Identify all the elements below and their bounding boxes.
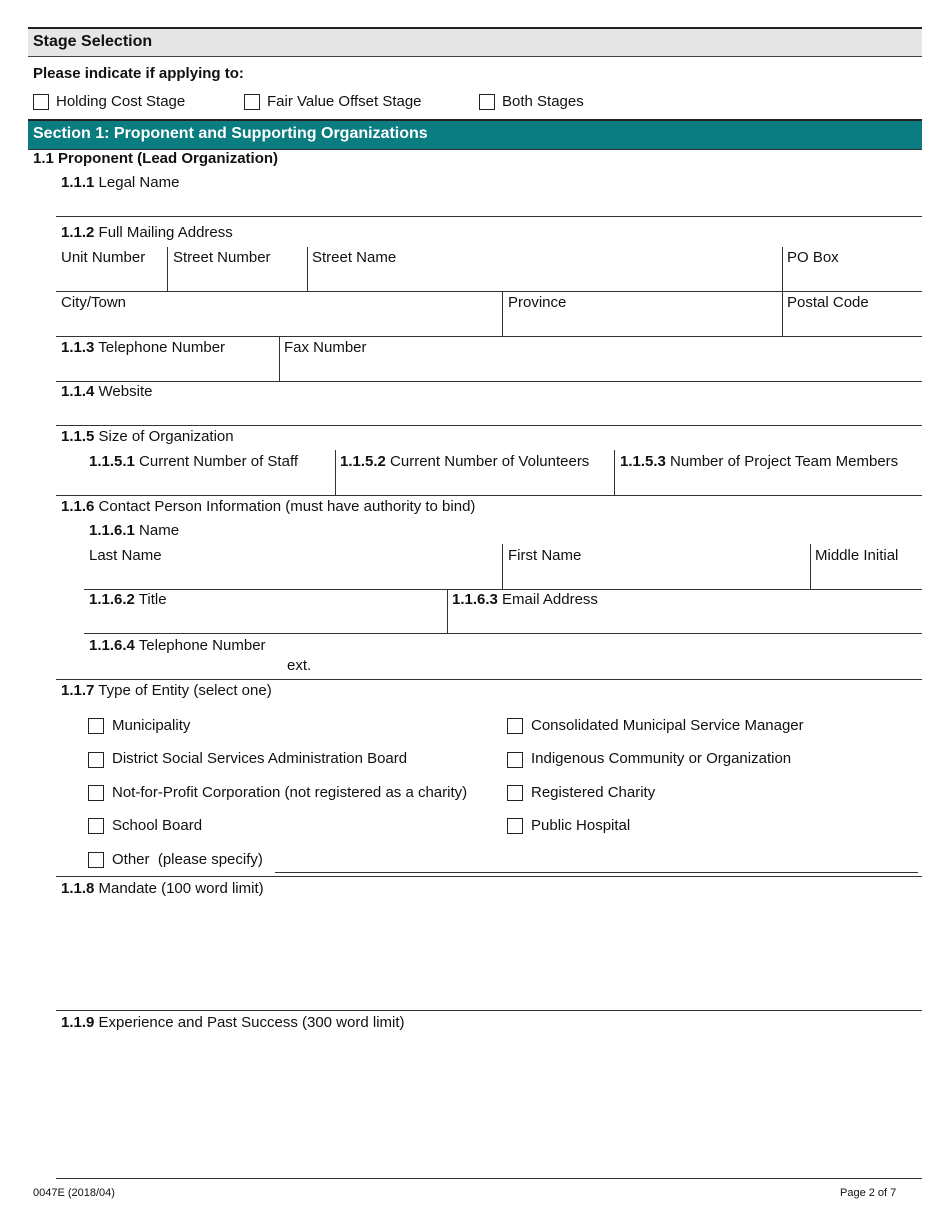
title-label: 1.1.6.2 Title	[89, 591, 167, 608]
email-label: 1.1.6.3 Email Address	[452, 591, 598, 608]
staff-input[interactable]	[89, 473, 335, 495]
divider	[56, 1178, 922, 1179]
divider	[810, 544, 811, 589]
middle-initial-input[interactable]	[814, 567, 922, 589]
municipality-checkbox[interactable]	[88, 718, 104, 734]
experience-label: 1.1.9 Experience and Past Success (300 word limit)	[61, 1014, 405, 1031]
divider	[782, 292, 783, 336]
po-box-label: PO Box	[787, 249, 839, 266]
legal-name-input[interactable]	[61, 194, 920, 216]
contact-telephone-label: 1.1.6.4 Telephone Number	[89, 637, 266, 654]
dssab-checkbox[interactable]	[88, 752, 104, 768]
mailing-address-label: 1.1.2 Full Mailing Address	[61, 224, 233, 241]
volunteers-label: 1.1.5.2 Current Number of Volunteers	[340, 453, 590, 470]
form-id: 0047E (2018/04)	[33, 1187, 115, 1199]
fax-label: Fax Number	[284, 339, 367, 356]
contact-telephone-input[interactable]	[89, 657, 285, 679]
last-name-input[interactable]	[89, 567, 502, 589]
team-members-label: 1.1.5.3 Number of Project Team Members	[620, 453, 899, 470]
title-input[interactable]	[89, 611, 447, 633]
mandate-label: 1.1.8 Mandate (100 word limit)	[61, 880, 264, 897]
divider	[84, 633, 922, 634]
org-size-label: 1.1.5 Size of Organization	[61, 428, 234, 445]
province-label: Province	[508, 294, 567, 311]
section1-title: Section 1: Proponent and Supporting Organizations	[33, 125, 428, 142]
other-specify-input[interactable]	[276, 852, 920, 872]
street-name-input[interactable]	[311, 269, 782, 291]
divider	[56, 216, 922, 217]
divider	[614, 450, 615, 495]
ext-input[interactable]	[316, 657, 520, 679]
school-board-checkbox[interactable]	[88, 818, 104, 834]
registered-charity-label: Registered Charity	[531, 784, 656, 801]
divider	[447, 590, 448, 633]
ext-label: ext.	[287, 657, 312, 674]
telephone-label: 1.1.3 Telephone Number	[61, 339, 226, 356]
entity-type-label: 1.1.7 Type of Entity (select one)	[61, 682, 272, 699]
registered-charity-checkbox[interactable]	[507, 785, 523, 801]
street-number-input[interactable]	[171, 269, 307, 291]
other-checkbox[interactable]	[88, 852, 104, 868]
province-input[interactable]	[507, 314, 782, 336]
stage-selection-title: Stage Selection	[33, 33, 153, 50]
divider	[84, 589, 922, 590]
divider	[279, 337, 280, 381]
section1-header	[28, 119, 922, 150]
holding-cost-label: Holding Cost Stage	[56, 93, 186, 110]
team-members-input[interactable]	[618, 473, 922, 495]
divider	[502, 292, 503, 336]
divider	[56, 1010, 922, 1011]
divider	[782, 247, 783, 291]
postal-code-label: Postal Code	[787, 294, 869, 311]
fax-input[interactable]	[283, 359, 922, 381]
cmsm-label: Consolidated Municipal Service Manager	[531, 717, 804, 734]
po-box-input[interactable]	[786, 269, 922, 291]
mandate-textarea[interactable]	[61, 902, 920, 1010]
email-input[interactable]	[451, 611, 922, 633]
divider	[56, 679, 922, 680]
telephone-input[interactable]	[61, 359, 279, 381]
legal-name-label: 1.1.1 Legal Name	[61, 174, 180, 191]
contact-name-label: 1.1.6.1 Name	[89, 522, 180, 539]
municipality-label: Municipality	[112, 717, 191, 734]
first-name-input[interactable]	[507, 567, 810, 589]
nonprofit-checkbox[interactable]	[88, 785, 104, 801]
city-input[interactable]	[61, 314, 502, 336]
experience-textarea[interactable]	[61, 1036, 920, 1176]
divider	[502, 544, 503, 589]
other-underline	[275, 872, 918, 873]
divider	[56, 381, 922, 382]
stage-selection-header	[28, 27, 922, 57]
indigenous-checkbox[interactable]	[507, 752, 523, 768]
both-stages-label: Both Stages	[502, 93, 584, 110]
fair-value-label: Fair Value Offset Stage	[267, 93, 422, 110]
stage-prompt: Please indicate if applying to:	[33, 65, 244, 82]
page-number: Page 2 of 7	[840, 1187, 897, 1199]
contact-person-label: 1.1.6 Contact Person Information (must have authority to bind)	[61, 498, 476, 515]
street-name-label: Street Name	[312, 249, 397, 266]
postal-code-input[interactable]	[786, 314, 922, 336]
divider	[56, 291, 922, 292]
website-label: 1.1.4 Website	[61, 383, 153, 400]
holding-cost-checkbox[interactable]	[33, 94, 49, 110]
unit-number-label: Unit Number	[61, 249, 146, 266]
divider	[56, 425, 922, 426]
divider	[56, 876, 922, 877]
volunteers-input[interactable]	[339, 473, 614, 495]
public-hospital-label: Public Hospital	[531, 817, 631, 834]
divider	[335, 450, 336, 495]
public-hospital-checkbox[interactable]	[507, 818, 523, 834]
last-name-label: Last Name	[89, 547, 162, 564]
proponent-subtitle: 1.1 Proponent (Lead Organization)	[33, 150, 279, 167]
dssab-label: District Social Services Administration Board	[112, 750, 408, 767]
cmsm-checkbox[interactable]	[507, 718, 523, 734]
nonprofit-label: Not-for-Profit Corporation (not registered as a charity)	[112, 784, 468, 801]
both-stages-checkbox[interactable]	[479, 94, 495, 110]
divider	[56, 336, 922, 337]
website-input[interactable]	[61, 403, 920, 425]
fair-value-checkbox[interactable]	[244, 94, 260, 110]
divider	[167, 247, 168, 291]
unit-number-input[interactable]	[61, 269, 167, 291]
indigenous-label: Indigenous Community or Organization	[531, 750, 792, 767]
divider	[56, 495, 922, 496]
first-name-label: First Name	[508, 547, 582, 564]
street-number-label: Street Number	[173, 249, 271, 266]
staff-label: 1.1.5.1 Current Number of Staff	[89, 453, 299, 470]
city-label: City/Town	[61, 294, 127, 311]
other-label: Other (please specify)	[112, 851, 263, 868]
middle-initial-label: Middle Initial	[815, 547, 899, 564]
divider	[307, 247, 308, 291]
school-board-label: School Board	[112, 817, 203, 834]
